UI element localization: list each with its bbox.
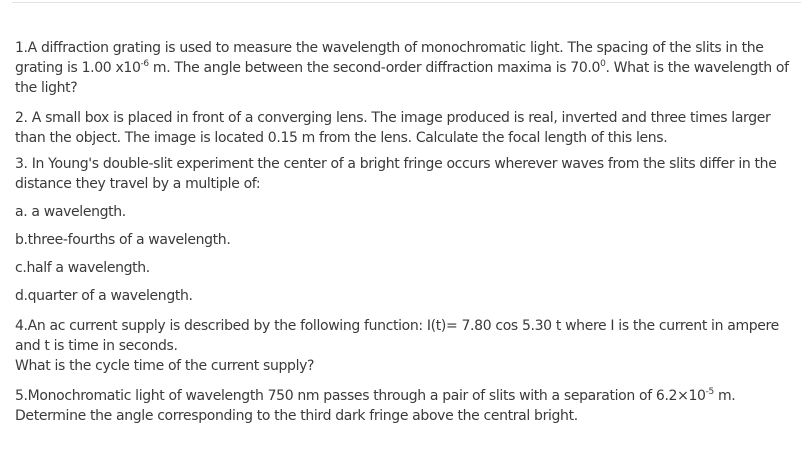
question-5-text-a: 5.Monochromatic light of wavelength 750 nm passes through a pair of slits with a separation of 6.2×10 [15,388,706,404]
question-1-text-b: m. The angle between the second-order diffraction maxima is 70.0 [148,60,601,76]
question-5-text-b: m. Determine the angle corresponding to the third dark fringe above the central bright. [15,388,736,424]
question-1-degree: 0 [600,59,606,69]
question-1-text-c: . What is the wavelength of the light? [15,60,789,96]
question-3-option-c: c.half a wavelength. [15,260,150,276]
top-divider [12,2,801,3]
question-1-text-a: 1.A diffraction grating is used to measure the wavelength of monochromatic light. The spacing of the slits in the grating is 1.00 x10 [15,40,764,76]
question-4-text: 4.An ac current supply is described by the following function: I(t)= 7.80 cos 5.30 t where I is the current in ampere and t is time in seconds. [15,318,779,354]
question-5 [15,386,790,426]
question-3-option-a: a. a wavelength. [15,204,126,220]
question-1-exponent: -6 [140,59,149,69]
question-3-option-d: d.quarter of a wavelength. [15,288,193,304]
question-2: 2. A small box is placed in front of a converging lens. The image produced is real, inverted and three times larger than the object. The image is located 0.15 m from the lens. Calculate the focal length of this lens. [15,110,771,146]
question-3: 3. In Young's double-slit experiment the center of a bright fringe occurs wherever waves from the slits differ in the distance they travel by a multiple of: [15,156,777,192]
question-5-exponent: -5 [705,387,714,397]
question-4-prompt: What is the cycle time of the current supply? [15,358,315,374]
question-3-option-b: b.three-fourths of a wavelength. [15,232,231,248]
question-list [15,38,790,426]
question-1 [15,38,790,98]
question-4 [15,316,790,376]
